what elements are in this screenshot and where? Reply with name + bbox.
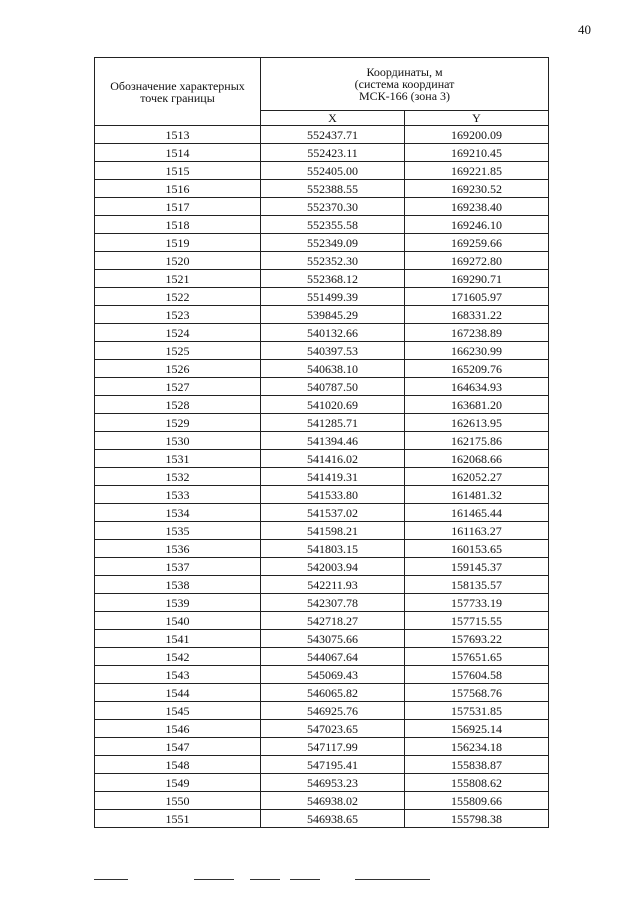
y-coordinate-cell: 155808.62 bbox=[405, 774, 549, 792]
point-id-cell: 1541 bbox=[95, 630, 261, 648]
table-row bbox=[95, 180, 549, 198]
table-row bbox=[95, 306, 549, 324]
point-id-cell: 1534 bbox=[95, 504, 261, 522]
point-id-cell: 1513 bbox=[95, 126, 261, 144]
table-row bbox=[95, 792, 549, 810]
table-row bbox=[95, 810, 549, 828]
x-coordinate-cell: 539845.29 bbox=[261, 306, 405, 324]
table-row bbox=[95, 738, 549, 756]
y-coordinate-cell: 163681.20 bbox=[405, 396, 549, 414]
table-row bbox=[95, 648, 549, 666]
y-coordinate-cell: 155798.38 bbox=[405, 810, 549, 828]
point-id-cell: 1524 bbox=[95, 324, 261, 342]
x-coordinate-cell: 543075.66 bbox=[261, 630, 405, 648]
header-x: X bbox=[261, 111, 405, 126]
y-coordinate-cell: 162052.27 bbox=[405, 468, 549, 486]
table-row bbox=[95, 468, 549, 486]
y-coordinate-cell: 158135.57 bbox=[405, 576, 549, 594]
y-coordinate-cell: 161481.32 bbox=[405, 486, 549, 504]
y-coordinate-cell: 168331.22 bbox=[405, 306, 549, 324]
header-coordinates bbox=[261, 58, 549, 111]
x-coordinate-cell: 542307.78 bbox=[261, 594, 405, 612]
x-coordinate-cell: 552349.09 bbox=[261, 234, 405, 252]
table-row bbox=[95, 612, 549, 630]
point-id-cell: 1542 bbox=[95, 648, 261, 666]
point-id-cell: 1522 bbox=[95, 288, 261, 306]
point-id-cell: 1529 bbox=[95, 414, 261, 432]
point-id-cell: 1539 bbox=[95, 594, 261, 612]
page-number: 40 bbox=[578, 22, 591, 37]
x-coordinate-cell: 542718.27 bbox=[261, 612, 405, 630]
table-row bbox=[95, 234, 549, 252]
x-coordinate-cell: 541285.71 bbox=[261, 414, 405, 432]
point-id-cell: 1544 bbox=[95, 684, 261, 702]
x-coordinate-cell: 544067.64 bbox=[261, 648, 405, 666]
x-coordinate-cell: 552437.71 bbox=[261, 126, 405, 144]
table-row bbox=[95, 504, 549, 522]
y-coordinate-cell: 157604.58 bbox=[405, 666, 549, 684]
point-id-cell: 1548 bbox=[95, 756, 261, 774]
coordinates-table bbox=[94, 57, 549, 828]
table-row bbox=[95, 756, 549, 774]
table-row bbox=[95, 558, 549, 576]
point-id-cell: 1527 bbox=[95, 378, 261, 396]
x-coordinate-cell: 541537.02 bbox=[261, 504, 405, 522]
point-id-cell: 1518 bbox=[95, 216, 261, 234]
point-id-cell: 1540 bbox=[95, 612, 261, 630]
x-coordinate-cell: 552352.30 bbox=[261, 252, 405, 270]
x-coordinate-cell: 540132.66 bbox=[261, 324, 405, 342]
x-coordinate-cell: 551499.39 bbox=[261, 288, 405, 306]
point-id-cell: 1531 bbox=[95, 450, 261, 468]
table-row bbox=[95, 144, 549, 162]
point-id-cell: 1537 bbox=[95, 558, 261, 576]
point-id-cell: 1515 bbox=[95, 162, 261, 180]
y-coordinate-cell: 155809.66 bbox=[405, 792, 549, 810]
y-coordinate-cell: 169272.80 bbox=[405, 252, 549, 270]
y-coordinate-cell: 169210.45 bbox=[405, 144, 549, 162]
y-coordinate-cell: 161465.44 bbox=[405, 504, 549, 522]
x-coordinate-cell: 546925.76 bbox=[261, 702, 405, 720]
y-coordinate-cell: 156925.14 bbox=[405, 720, 549, 738]
point-id-cell: 1532 bbox=[95, 468, 261, 486]
x-coordinate-cell: 552368.12 bbox=[261, 270, 405, 288]
table-row bbox=[95, 522, 549, 540]
y-coordinate-cell: 162175.86 bbox=[405, 432, 549, 450]
point-id-cell: 1517 bbox=[95, 198, 261, 216]
y-coordinate-cell: 169259.66 bbox=[405, 234, 549, 252]
table-row bbox=[95, 450, 549, 468]
point-id-cell: 1536 bbox=[95, 540, 261, 558]
point-id-cell: 1549 bbox=[95, 774, 261, 792]
y-coordinate-cell: 160153.65 bbox=[405, 540, 549, 558]
point-id-cell: 1523 bbox=[95, 306, 261, 324]
y-coordinate-cell: 155838.87 bbox=[405, 756, 549, 774]
point-id-cell: 1533 bbox=[95, 486, 261, 504]
point-id-cell: 1547 bbox=[95, 738, 261, 756]
y-coordinate-cell: 157568.76 bbox=[405, 684, 549, 702]
y-coordinate-cell: 157733.19 bbox=[405, 594, 549, 612]
y-coordinate-cell: 159145.37 bbox=[405, 558, 549, 576]
y-coordinate-cell: 171605.97 bbox=[405, 288, 549, 306]
table-row bbox=[95, 702, 549, 720]
x-coordinate-cell: 541416.02 bbox=[261, 450, 405, 468]
x-coordinate-cell: 547195.41 bbox=[261, 756, 405, 774]
x-coordinate-cell: 541419.31 bbox=[261, 468, 405, 486]
table-row bbox=[95, 252, 549, 270]
footer-rule-4 bbox=[290, 879, 320, 880]
point-id-cell: 1543 bbox=[95, 666, 261, 684]
x-coordinate-cell: 546938.02 bbox=[261, 792, 405, 810]
x-coordinate-cell: 547023.65 bbox=[261, 720, 405, 738]
point-id-cell: 1550 bbox=[95, 792, 261, 810]
x-coordinate-cell: 552370.30 bbox=[261, 198, 405, 216]
table-row bbox=[95, 396, 549, 414]
footer-rule-1 bbox=[94, 879, 128, 880]
point-id-cell: 1545 bbox=[95, 702, 261, 720]
x-coordinate-cell: 552355.58 bbox=[261, 216, 405, 234]
table-row bbox=[95, 198, 549, 216]
footer-rule-5 bbox=[355, 879, 430, 880]
y-coordinate-cell: 157715.55 bbox=[405, 612, 549, 630]
x-coordinate-cell: 540397.53 bbox=[261, 342, 405, 360]
table-row bbox=[95, 576, 549, 594]
x-coordinate-cell: 542211.93 bbox=[261, 576, 405, 594]
y-coordinate-cell: 161163.27 bbox=[405, 522, 549, 540]
table-row bbox=[95, 432, 549, 450]
x-coordinate-cell: 552423.11 bbox=[261, 144, 405, 162]
y-coordinate-cell: 157531.85 bbox=[405, 702, 549, 720]
x-coordinate-cell: 546953.23 bbox=[261, 774, 405, 792]
table-row bbox=[95, 684, 549, 702]
y-coordinate-cell: 169230.52 bbox=[405, 180, 549, 198]
point-id-cell: 1551 bbox=[95, 810, 261, 828]
footer-rule-2 bbox=[194, 879, 234, 880]
point-id-cell: 1546 bbox=[95, 720, 261, 738]
header-point-label: Обозначение характерных точек границы bbox=[95, 58, 261, 126]
x-coordinate-cell: 545069.43 bbox=[261, 666, 405, 684]
point-id-cell: 1525 bbox=[95, 342, 261, 360]
table-row bbox=[95, 126, 549, 144]
point-id-cell: 1538 bbox=[95, 576, 261, 594]
y-coordinate-cell: 169200.09 bbox=[405, 126, 549, 144]
table-row bbox=[95, 540, 549, 558]
table-row bbox=[95, 360, 549, 378]
x-coordinate-cell: 541394.46 bbox=[261, 432, 405, 450]
x-coordinate-cell: 541598.21 bbox=[261, 522, 405, 540]
y-coordinate-cell: 167238.89 bbox=[405, 324, 549, 342]
x-coordinate-cell: 540638.10 bbox=[261, 360, 405, 378]
x-coordinate-cell: 552388.55 bbox=[261, 180, 405, 198]
header-coords-line2: (система координат bbox=[354, 77, 455, 91]
point-id-cell: 1526 bbox=[95, 360, 261, 378]
table-row bbox=[95, 342, 549, 360]
point-id-cell: 1516 bbox=[95, 180, 261, 198]
x-coordinate-cell: 546938.65 bbox=[261, 810, 405, 828]
table-row bbox=[95, 594, 549, 612]
point-id-cell: 1514 bbox=[95, 144, 261, 162]
x-coordinate-cell: 541533.80 bbox=[261, 486, 405, 504]
table-row bbox=[95, 414, 549, 432]
table-row bbox=[95, 162, 549, 180]
y-coordinate-cell: 162613.95 bbox=[405, 414, 549, 432]
x-coordinate-cell: 542003.94 bbox=[261, 558, 405, 576]
y-coordinate-cell: 156234.18 bbox=[405, 738, 549, 756]
header-coords-line1: Координаты, м bbox=[366, 65, 443, 79]
y-coordinate-cell: 169221.85 bbox=[405, 162, 549, 180]
table-row bbox=[95, 666, 549, 684]
x-coordinate-cell: 541020.69 bbox=[261, 396, 405, 414]
y-coordinate-cell: 157651.65 bbox=[405, 648, 549, 666]
point-id-cell: 1535 bbox=[95, 522, 261, 540]
table-row bbox=[95, 216, 549, 234]
point-id-cell: 1520 bbox=[95, 252, 261, 270]
table-row bbox=[95, 270, 549, 288]
x-coordinate-cell: 547117.99 bbox=[261, 738, 405, 756]
header-coords-line3: МСК-166 (зона 3) bbox=[358, 89, 451, 103]
table-row bbox=[95, 630, 549, 648]
y-coordinate-cell: 165209.76 bbox=[405, 360, 549, 378]
table-row bbox=[95, 774, 549, 792]
x-coordinate-cell: 546065.82 bbox=[261, 684, 405, 702]
y-coordinate-cell: 169246.10 bbox=[405, 216, 549, 234]
y-coordinate-cell: 164634.93 bbox=[405, 378, 549, 396]
point-id-cell: 1528 bbox=[95, 396, 261, 414]
point-id-cell: 1521 bbox=[95, 270, 261, 288]
y-coordinate-cell: 169238.40 bbox=[405, 198, 549, 216]
table-body bbox=[95, 126, 549, 828]
table-row bbox=[95, 288, 549, 306]
y-coordinate-cell: 166230.99 bbox=[405, 342, 549, 360]
y-coordinate-cell: 162068.66 bbox=[405, 450, 549, 468]
header-y: Y bbox=[405, 111, 549, 126]
x-coordinate-cell: 540787.50 bbox=[261, 378, 405, 396]
table-row bbox=[95, 720, 549, 738]
table-row bbox=[95, 324, 549, 342]
y-coordinate-cell: 169290.71 bbox=[405, 270, 549, 288]
point-id-cell: 1530 bbox=[95, 432, 261, 450]
y-coordinate-cell: 157693.22 bbox=[405, 630, 549, 648]
x-coordinate-cell: 552405.00 bbox=[261, 162, 405, 180]
table-row bbox=[95, 378, 549, 396]
point-id-cell: 1519 bbox=[95, 234, 261, 252]
x-coordinate-cell: 541803.15 bbox=[261, 540, 405, 558]
table-row bbox=[95, 486, 549, 504]
footer-rule-3 bbox=[250, 879, 280, 880]
